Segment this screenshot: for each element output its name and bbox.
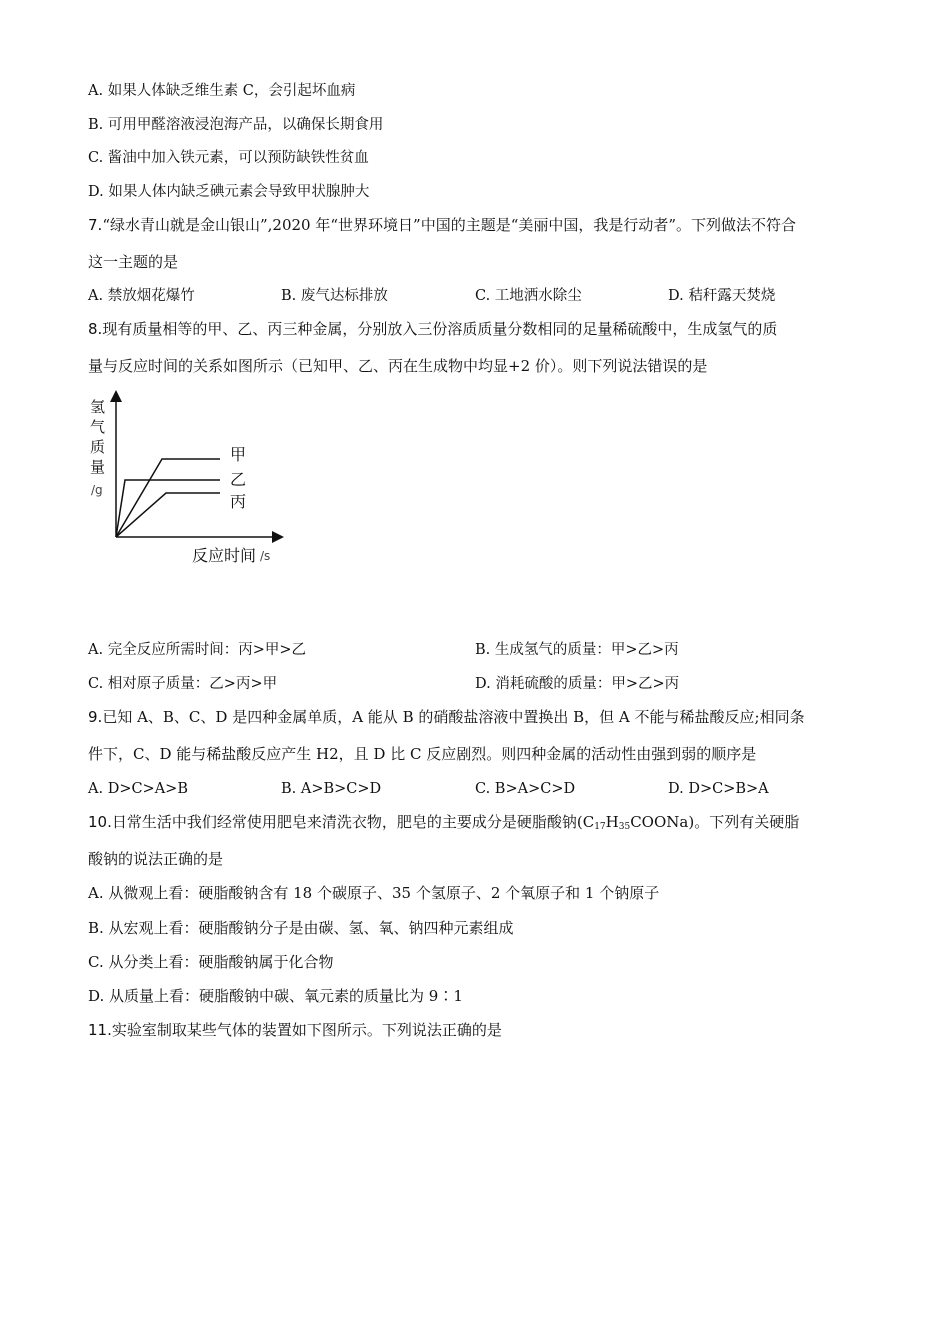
- q8-stem-line2: 量与反应时间的关系如图所示（已知甲、乙、丙在生成物中均显+2 价）。则下列说法错误的是: [88, 357, 708, 375]
- y-label-char-4: 量: [90, 458, 106, 476]
- y-label-char-3: 质: [90, 438, 106, 456]
- x-unit: /s: [260, 549, 271, 563]
- q10-number: 10.: [88, 813, 112, 831]
- q7-number: 7.: [88, 216, 103, 234]
- q6-option-d: D. 如果人体内缺乏碘元素会导致甲状腺肿大: [88, 184, 370, 200]
- q11-number: 11.: [88, 1021, 112, 1039]
- q9-stem-line1: 9.已知 A、B、C、D 是四种金属单质，A 能从 B 的硝酸盐溶液中置换出 B，但 A 不能与稀盐酸反应;相同条: [88, 708, 805, 726]
- q10-option-a: A. 从微观上看：硬脂酸钠含有 18 个碳原子、35 个氢原子、2 个氧原子和 1 个钠原子: [88, 884, 660, 902]
- q6-option-a: A. 如果人体缺乏维生素 C，会引起坏血病: [88, 83, 356, 99]
- q7-option-c: C. 工地洒水除尘: [475, 288, 582, 304]
- q7-stem-line1: 7.“绿水青山就是金山银山”,2020 年“世界环境日”中国的主题是“美丽中国，我是行动者”。下列做法不符合: [88, 216, 797, 234]
- series-yi-line: [116, 480, 220, 537]
- q8-option-d: D. 消耗硫酸的质量：甲>乙>丙: [475, 676, 680, 692]
- q9-option-b: B. A>B>C>D: [281, 781, 382, 797]
- series-label-jia: 甲: [230, 445, 247, 464]
- y-label-char-1: 氢: [90, 398, 106, 416]
- series-label-bing: 丙: [230, 492, 247, 511]
- y-label-char-2: 气: [90, 418, 106, 436]
- q10-option-c: C. 从分类上看：硬脂酸钠属于化合物: [88, 953, 334, 971]
- q8-number: 8.: [88, 320, 103, 338]
- series-label-yi: 乙: [230, 470, 247, 489]
- q10-stem-line2: 酸钠的说法正确的是: [88, 850, 224, 868]
- q7-option-b: B. 废气达标排放: [281, 288, 388, 304]
- series-jia-line: [116, 459, 220, 537]
- q10-option-d: D. 从质量上看：硬脂酸钠中碳、氧元素的质量比为 9∶1: [88, 987, 463, 1005]
- q9-number: 9.: [88, 708, 103, 726]
- q9-stem-line2: 件下，C、D 能与稀盐酸反应产生 H2，且 D 比 C 反应剧烈。则四种金属的活动性由强到弱的顺序是: [88, 745, 757, 763]
- q7-option-a: A. 禁放烟花爆竹: [88, 288, 195, 304]
- q8-option-c: C. 相对原子质量：乙>丙>甲: [88, 676, 278, 692]
- q9-option-d: D. D>C>B>A: [668, 781, 769, 797]
- q11-stem: 11.实验室制取某些气体的装置如下图所示。下列说法正确的是: [88, 1021, 502, 1039]
- q9-option-c: C. B>A>C>D: [475, 781, 576, 797]
- q6-option-c: C. 酱油中加入铁元素，可以预防缺铁性贫血: [88, 150, 369, 166]
- q8-reaction-graph: [82, 390, 292, 570]
- q8-option-a: A. 完全反应所需时间：丙>甲>乙: [88, 642, 306, 658]
- series-bing-line: [116, 493, 220, 537]
- x-label: 反应时间: [192, 546, 257, 565]
- q8-option-b: B. 生成氢气的质量：甲>乙>丙: [475, 642, 679, 658]
- q10-stem-line1: 10.日常生活中我们经常使用肥皂来清洗衣物，肥皂的主要成分是硬脂酸钠$(C_{17}H_{35}COONa)$。下列有关硬脂: [88, 813, 800, 832]
- q9-option-a: A. D>C>A>B: [88, 781, 188, 797]
- q7-option-d: D. 秸秆露天焚烧: [668, 288, 776, 304]
- q8-stem-line1: 8.现有质量相等的甲、乙、丙三种金属，分别放入三份溶质质量分数相同的足量稀硫酸中，生成氢气的质: [88, 320, 778, 338]
- q7-stem-line2: 这一主题的是: [88, 253, 179, 271]
- q6-option-b: B. 可用甲醛溶液浸泡海产品，以确保长期食用: [88, 117, 384, 133]
- y-unit: /g: [91, 483, 103, 497]
- q10-option-b: B. 从宏观上看：硬脂酸钠分子是由碳、氢、氧、钠四种元素组成: [88, 919, 514, 937]
